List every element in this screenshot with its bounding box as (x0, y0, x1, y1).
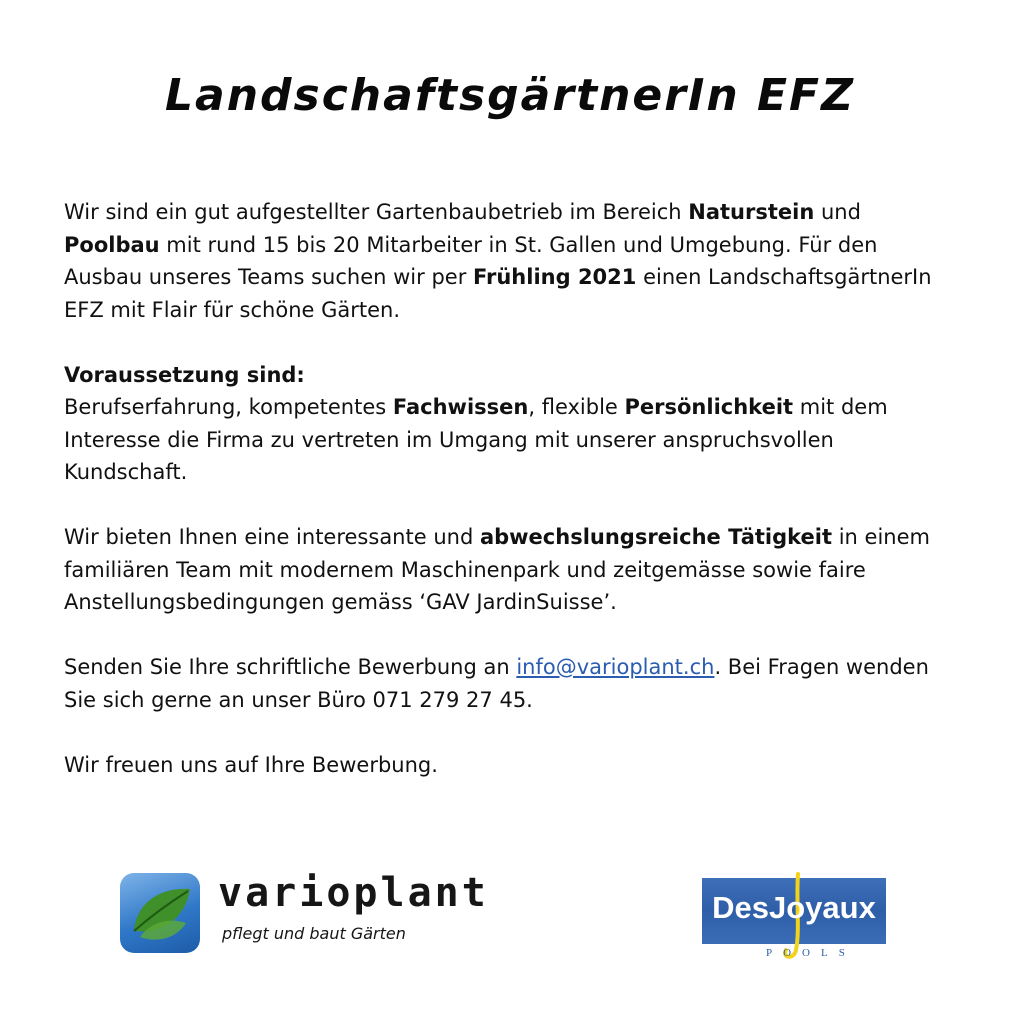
highlight-persoenlichkeit: Persönlichkeit (624, 395, 794, 419)
leaf-icon (120, 873, 200, 953)
highlight-taetigkeit: abwechslungsreiche Tätigkeit (479, 525, 833, 549)
varioplant-badge (120, 873, 200, 953)
requirements-paragraph: Voraussetzung sind: Berufserfahrung, kompetentes Fachwissen, flexible Persönlichkeit mit dem Interesse die Firma zu vertreten im Umgang mit unserer anspruchsvollen Kundschaft. (64, 362, 888, 484)
contact-paragraph: Senden Sie Ihre schriftliche Bewerbung an info@varioplant.ch. Bei Fragen wenden Sie sich gerne an unser Büro 071 279 27 45. (64, 655, 929, 712)
varioplant-logo (120, 870, 489, 960)
desjoyaux-wordmark: DesJoyaux (712, 890, 876, 925)
email-link[interactable]: info@varioplant.ch (516, 655, 715, 679)
desjoyaux-pools: POOLS (766, 947, 856, 959)
varioplant-tagline: pflegt und baut Gärten (222, 924, 406, 943)
closing-line: Wir freuen uns auf Ihre Bewerbung. (64, 752, 438, 777)
page-title: LandschaftsgärtnerIn EFZ (164, 70, 856, 121)
requirements-heading: Voraussetzung sind: (64, 362, 305, 387)
desjoyaux-logo (702, 870, 886, 965)
varioplant-wordmark: varioplant (218, 870, 489, 916)
job-description (64, 196, 954, 781)
highlight-naturstein: Naturstein (688, 200, 815, 224)
offer-paragraph: Wir bieten Ihnen eine interessante und abwechslungsreiche Tätigkeit in einem familiären Team mit modernem Maschinenpark und zeitgemässe sowie faire Anstellungsbedingungen gemäss ‘GAV JardinSuisse’. (64, 525, 930, 614)
highlight-start-date: Frühling 2021 (473, 265, 637, 289)
intro-paragraph: Wir sind ein gut aufgestellter Gartenbaubetrieb im Bereich Naturstein und Poolbau mit rund 15 bis 20 Mitarbeiter in St. Gallen und Umgebung. Für den Ausbau unseres Teams suchen wir per Frühling 2021 einen LandschaftsgärtnerIn EFZ mit Flair für schöne Gärten. (64, 200, 932, 322)
highlight-poolbau: Poolbau (64, 232, 160, 257)
highlight-fachwissen: Fachwissen (392, 395, 529, 419)
